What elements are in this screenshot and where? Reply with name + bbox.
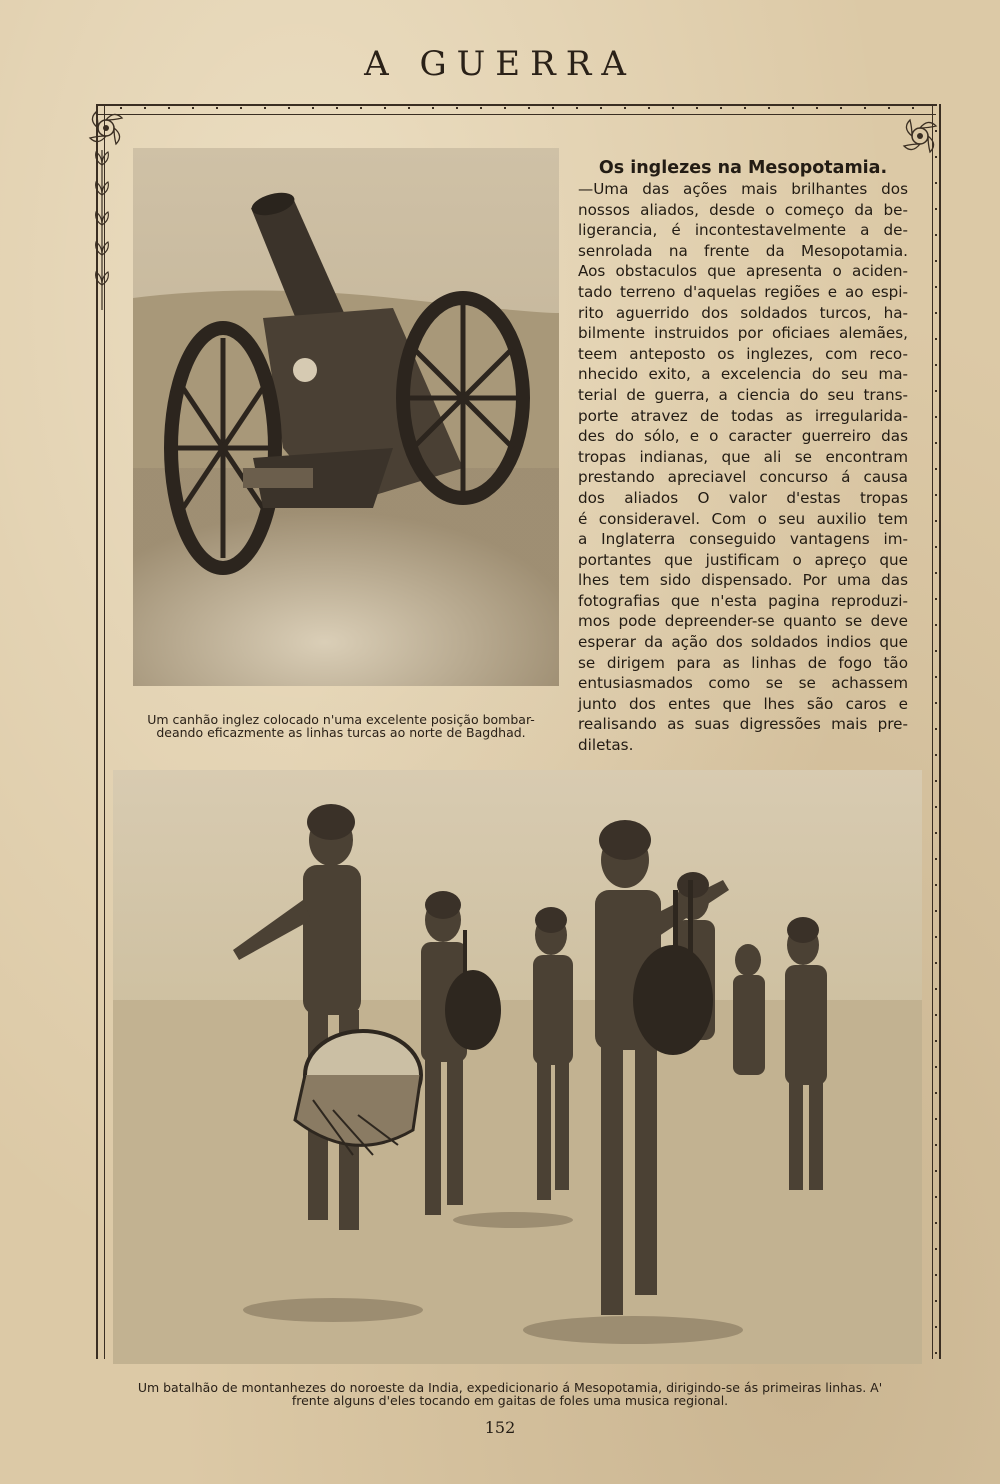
- cannon-caption-line-2: deando eficazmente as linhas turcas ao norte de Bagdhad.: [156, 725, 526, 740]
- article-line: nossos aliados, desde o começo da be-: [578, 200, 908, 219]
- article-line: se dirigem para as linhas de fogo tão: [578, 653, 908, 672]
- article-line: terial de guerra, a ciencia do seu trans-: [578, 385, 908, 404]
- article-line: mos pode depreender-se quanto se deve: [578, 612, 908, 631]
- frame-right-dots: [935, 104, 937, 1359]
- article-line: prestando apreciavel concurso á causa: [578, 468, 908, 487]
- article-line: lhes tem sido dispensado. Por uma das: [578, 571, 908, 590]
- cannon-caption-line-1: Um canhão inglez colocado n'uma excelente posição bombar-: [147, 712, 535, 727]
- cannon-caption: [126, 713, 556, 739]
- article-line: dos aliados O valor d'estas tropas: [578, 488, 908, 507]
- article-line: fotografias que n'esta pagina reproduzi-: [578, 591, 908, 610]
- article-line: des do sólo, e o caracter guerreiro das: [578, 427, 908, 446]
- article-body: [578, 179, 908, 756]
- band-caption-line-1: Um batalhão de montanhezes do noroeste da India, expedicionario á Mesopotamia, dirigindo-se ás primeiras linhas. A': [137, 1380, 883, 1395]
- article-line: Aos obstaculos que apresenta o aciden-: [578, 262, 908, 281]
- article: [578, 158, 908, 756]
- article-line: diletas.: [578, 736, 634, 755]
- article-line: realisando as suas digressões mais pre-: [578, 715, 908, 734]
- article-line: teem anteposto os inglezes, com reco-: [578, 344, 908, 363]
- article-line: tropas indianas, que ali se encontram: [578, 447, 908, 466]
- corner-flourish-right-icon: [896, 112, 946, 162]
- article-line: portantes que justificam o apreço que: [578, 550, 908, 569]
- article-line: rito aguerrido dos soldados turcos, ha-: [578, 303, 908, 322]
- article-line: nhecido exito, a excelencia do seu ma-: [578, 365, 908, 384]
- frame-top-border: [96, 104, 936, 115]
- article-line: —Uma das ações mais brilhantes dos: [578, 180, 908, 198]
- band-caption: [60, 1381, 960, 1407]
- article-line: a Inglaterra conseguido vantagens im-: [578, 530, 908, 549]
- article-line: é consideravel. Com o seu auxilio tem: [578, 509, 908, 528]
- article-line: tado terreno d'aquelas regiões e ao espi-: [578, 282, 908, 301]
- bagpipe-band-photograph: [113, 770, 922, 1364]
- page-number: 152: [484, 1418, 516, 1437]
- article-line: bilmente instruidos por oficiaes alemães,: [578, 324, 908, 343]
- article-line: senrolada na frente da Mesopotamia.: [578, 241, 908, 260]
- article-line: porte atravez de todas as irregularida-: [578, 406, 908, 425]
- vine-ornament-icon: [94, 150, 110, 310]
- cannon-photograph: [133, 148, 559, 686]
- article-line: junto dos entes que lhes são caros e: [578, 694, 908, 713]
- article-line: ligerancia, é incontestavelmente a de-: [578, 221, 908, 240]
- corner-flourish-left-icon: [84, 104, 134, 154]
- frame-top-dots: [96, 107, 936, 109]
- masthead-title: A GUERRA: [364, 44, 636, 84]
- band-caption-line-2: frente alguns d'eles tocando em gaitas de foles uma musica regional.: [291, 1393, 729, 1408]
- article-headline: Os inglezes na Mesopotamia.: [598, 158, 888, 178]
- article-line: esperar da ação dos soldados indios que: [578, 633, 908, 652]
- article-line: entusiasmados como se se achassem: [578, 674, 908, 693]
